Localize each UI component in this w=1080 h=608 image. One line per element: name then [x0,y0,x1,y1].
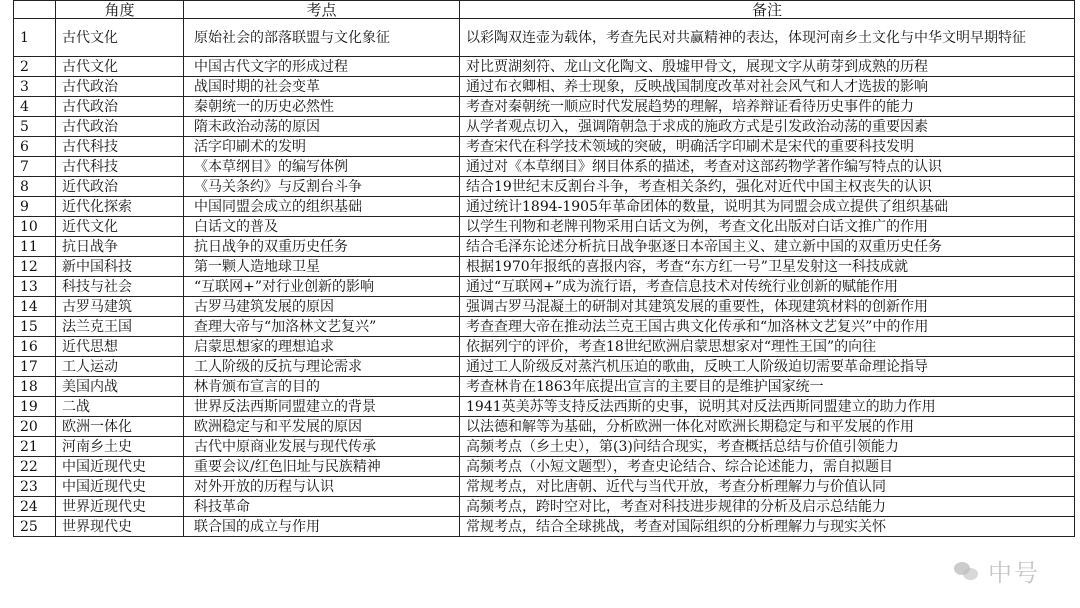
row-number-cell: 12 [14,257,56,277]
row-number-cell: 2 [14,57,56,77]
row-number-cell: 11 [14,237,56,257]
exam-point-cell: 《马关条约》与反割台斗争 [184,177,460,197]
note-cell: 通过统计1894-1905年革命团体的数量，说明其为同盟会成立提供了组织基础 [460,197,1075,217]
row-number-cell: 8 [14,177,56,197]
table-row [14,317,1075,337]
table-row [14,497,1075,517]
row-number-cell: 1 [14,19,56,57]
note-cell: 通过布衣卿相、养士现象，反映战国制度改革对社会风气和人才选拔的影响 [460,77,1075,97]
exam-point-cell: 科技革命 [184,497,460,517]
table-row [14,357,1075,377]
exam-point-cell: 古罗马建筑发展的原因 [184,297,460,317]
exam-point-cell: 《本草纲目》的编写体例 [184,157,460,177]
angle-cell: 近代思想 [56,337,184,357]
exam-point-cell: 欧洲稳定与和平发展的原因 [184,417,460,437]
note-cell: 依据列宁的评价，考查18世纪欧洲启蒙思想家对“理性王国”的向往 [460,337,1075,357]
note-cell: 高频考点（乡土史），第(3)问结合现实，考查概括总结与价值引领能力 [460,437,1075,457]
note-cell: 通过工人阶级反对蒸汽机压迫的歌曲，反映工人阶级迫切需要革命理论指导 [460,357,1075,377]
header-point: 考点 [184,1,460,19]
exam-point-cell: 战国时期的社会变革 [184,77,460,97]
angle-cell: 工人运动 [56,357,184,377]
table-row [14,457,1075,477]
table-row [14,117,1075,137]
angle-cell: 科技与社会 [56,277,184,297]
note-cell: 高频考点（小短文题型），考查史论结合、综合论述能力，需自拟题目 [460,457,1075,477]
angle-cell: 二战 [56,397,184,417]
table-row [14,437,1075,457]
angle-cell: 古代政治 [56,97,184,117]
row-number-cell: 19 [14,397,56,417]
angle-cell: 古代政治 [56,77,184,97]
table-row [14,77,1075,97]
note-cell: 考查林肯在1863年底提出宣言的主要目的是维护国家统一 [460,377,1075,397]
row-number-cell: 16 [14,337,56,357]
watermark [954,553,1040,588]
row-number-cell: 23 [14,477,56,497]
table-row [14,237,1075,257]
row-number-cell: 21 [14,437,56,457]
note-cell: 考查查理大帝在推动法兰克王国古典文化传承和“加洛林文艺复兴”中的作用 [460,317,1075,337]
angle-cell: 美国内战 [56,377,184,397]
table-header-row [14,1,1075,19]
row-number-cell: 25 [14,517,56,537]
note-cell: 对比贾湖刻符、龙山文化陶文、殷墟甲骨文，展现文字从萌芽到成熟的历程 [460,57,1075,77]
angle-cell: 近代文化 [56,217,184,237]
row-number-cell: 13 [14,277,56,297]
angle-cell: 古罗马建筑 [56,297,184,317]
exam-point-cell: 世界反法西斯同盟建立的背景 [184,397,460,417]
header-note: 备注 [460,1,1075,19]
table-row [14,137,1075,157]
row-number-cell: 7 [14,157,56,177]
angle-cell: 中国近现代史 [56,477,184,497]
exam-point-cell: 秦朝统一的历史必然性 [184,97,460,117]
exam-point-cell: 隋末政治动荡的原因 [184,117,460,137]
note-cell: 通过对《本草纲目》纲目体系的描述，考查对这部药物学著作编写特点的认识 [460,157,1075,177]
header-angle: 角度 [56,1,184,19]
table-row [14,477,1075,497]
exam-point-cell: 第一颗人造地球卫星 [184,257,460,277]
exam-point-cell: 林肯颁布宣言的目的 [184,377,460,397]
angle-cell: 近代政治 [56,177,184,197]
row-number-cell: 20 [14,417,56,437]
exam-point-cell: 重要会议/红色旧址与民族精神 [184,457,460,477]
watermark-text: 中号 [988,559,1040,587]
angle-cell: 抗日战争 [56,237,184,257]
row-number-cell: 3 [14,77,56,97]
angle-cell: 新中国科技 [56,257,184,277]
angle-cell: 近代化探索 [56,197,184,217]
exam-point-cell: 联合国的成立与作用 [184,517,460,537]
angle-cell: 古代文化 [56,57,184,77]
exam-point-cell: 抗日战争的双重历史任务 [184,237,460,257]
angle-cell: 法兰克王国 [56,317,184,337]
wechat-bubble-icon [954,560,980,582]
note-cell: 以法德和解等为基础，分析欧洲一体化对欧洲长期稳定与和平发展的作用 [460,417,1075,437]
exam-point-cell: 工人阶级的反抗与理论需求 [184,357,460,377]
angle-cell: 中国近现代史 [56,457,184,477]
row-number-cell: 9 [14,197,56,217]
exam-point-cell: 中国同盟会成立的组织基础 [184,197,460,217]
note-cell: 结合19世纪末反割台斗争，考查相关条约，强化对近代中国主权丧失的认识 [460,177,1075,197]
note-cell: 强调古罗马混凝土的研制对其建筑发展的重要性，体现建筑材料的创新作用 [460,297,1075,317]
exam-point-cell: 古代中原商业发展与现代传承 [184,437,460,457]
note-cell: 通过“互联网+”成为流行语，考查信息技术对传统行业创新的赋能作用 [460,277,1075,297]
row-number-cell: 10 [14,217,56,237]
exam-point-cell: 活字印刷术的发明 [184,137,460,157]
header-number [14,1,56,19]
exam-point-cell: 查理大帝与“加洛林文艺复兴” [184,317,460,337]
angle-cell: 欧洲一体化 [56,417,184,437]
exam-point-cell: 中国古代文字的形成过程 [184,57,460,77]
row-number-cell: 22 [14,457,56,477]
table-row [14,397,1075,417]
note-cell: 考查对秦朝统一顺应时代发展趋势的理解，培养辩证看待历史事件的能力 [460,97,1075,117]
note-cell: 常规考点，对比唐朝、近代与当代开放，考查分析理解力与价值认同 [460,477,1075,497]
table-row [14,19,1075,57]
table-row [14,417,1075,437]
row-number-cell: 24 [14,497,56,517]
table-row [14,297,1075,317]
row-number-cell: 17 [14,357,56,377]
table-row [14,517,1075,537]
note-cell: 从学者观点切入，强调隋朝急于求成的施政方式是引发政治动荡的重要因素 [460,117,1075,137]
exam-point-cell: 白话文的普及 [184,217,460,237]
table-row [14,377,1075,397]
exam-points-table [13,0,1075,537]
table-row [14,157,1075,177]
table-row [14,177,1075,197]
angle-cell: 古代政治 [56,117,184,137]
note-cell: 结合毛泽东论述分析抗日战争驱逐日本帝国主义、建立新中国的双重历史任务 [460,237,1075,257]
note-cell: 1941英美苏等支持反法西斯的史事，说明其对反法西斯同盟建立的助力作用 [460,397,1075,417]
table-row [14,217,1075,237]
table-row [14,57,1075,77]
table-body [14,19,1075,537]
table-row [14,97,1075,117]
row-number-cell: 5 [14,117,56,137]
angle-cell: 古代文化 [56,19,184,57]
exam-point-cell: 原始社会的部落联盟与文化象征 [184,19,460,57]
table-row [14,337,1075,357]
table-row [14,277,1075,297]
angle-cell: 世界现代史 [56,517,184,537]
row-number-cell: 4 [14,97,56,117]
note-cell: 以彩陶双连壶为载体，考查先民对共赢精神的表达，体现河南乡土文化与中华文明早期特征 [460,19,1075,57]
row-number-cell: 6 [14,137,56,157]
note-cell: 高频考点，跨时空对比，考查对科技进步规律的分析及启示总结能力 [460,497,1075,517]
angle-cell: 古代科技 [56,157,184,177]
row-number-cell: 15 [14,317,56,337]
exam-point-cell: 启蒙思想家的理想追求 [184,337,460,357]
angle-cell: 河南乡土史 [56,437,184,457]
exam-point-cell: “互联网+”对行业创新的影响 [184,277,460,297]
table-row [14,197,1075,217]
row-number-cell: 14 [14,297,56,317]
angle-cell: 古代科技 [56,137,184,157]
table-row [14,257,1075,277]
note-cell: 以学生刊物和老牌刊物采用白话文为例，考查文化出版对白话文推广的作用 [460,217,1075,237]
angle-cell: 世界近现代史 [56,497,184,517]
exam-point-cell: 对外开放的历程与认识 [184,477,460,497]
note-cell: 考查宋代在科学技术领域的突破，明确活字印刷术是宋代的重要科技发明 [460,137,1075,157]
row-number-cell: 18 [14,377,56,397]
note-cell: 常规考点，结合全球挑战，考查对国际组织的分析理解力与现实关怀 [460,517,1075,537]
note-cell: 根据1970年报纸的喜报内容，考查“东方红一号”卫星发射这一科技成就 [460,257,1075,277]
